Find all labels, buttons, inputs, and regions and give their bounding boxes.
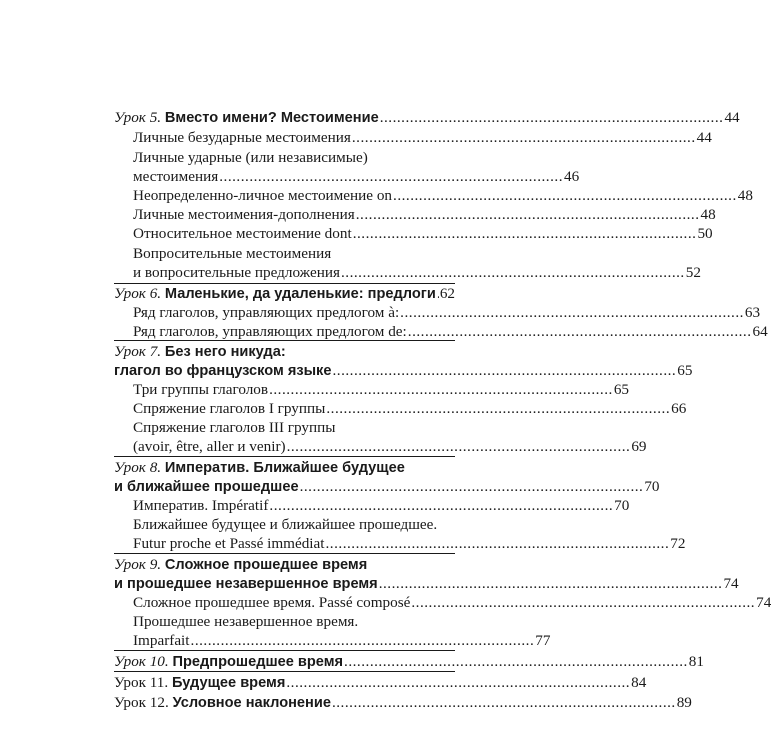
lesson-title: Императив. Ближайшее будущее [164,460,405,476]
leader-dots: ................................................................................ [340,264,685,281]
page-number: 70 [644,478,660,495]
page-number: 52 [685,264,701,281]
leader-dots: ................................................................................ [286,438,631,455]
lesson-title: Будущее время [172,675,286,691]
leader-dots: ................................................................................ [269,381,613,398]
subentry-text: Неопределенно-личное местоимение on [133,187,393,204]
lesson-title: Сложное прошедшее время [164,557,368,573]
section-divider [114,650,455,651]
toc-heading-row [114,342,286,362]
toc-heading-row [114,555,367,575]
lesson-number: Урок 6. [114,285,162,302]
toc-subentry [133,322,768,341]
leader-dots: ................................................................................ [351,129,696,146]
toc-heading-row [114,652,704,672]
subentry-text: Ближайшее будущее и ближайшее прошедшее. [133,516,438,533]
toc-subentry [133,205,716,224]
subentry-text: Личные местоимения-дополнения [133,206,355,223]
subentry-text: Императив. Impératif [133,497,269,514]
toc-subentry [133,593,771,612]
subentry-text: Относительное местоимение dont [133,225,352,242]
lesson-title: и ближайшее прошедшее [114,479,299,495]
lesson-number: Урок 11. [114,674,169,691]
page-number: 64 [752,323,768,340]
leader-dots: ................................................................................ [355,206,700,223]
lesson-title: и прошедшее незавершенное время [114,576,378,592]
subentry-text: местоимения [133,168,219,185]
toc-heading-row [114,458,405,478]
toc-subentry [133,399,687,418]
toc-heading-row [114,574,739,594]
leader-dots: ................................................................................ [379,109,724,126]
toc-heading-row [114,284,455,304]
page-number: 77 [535,632,551,649]
page-number: 74 [756,594,771,611]
leader-dots: ................................................................................ [299,478,644,495]
lesson-number: Урок 7. [114,343,162,360]
toc-subentry [133,534,686,553]
page-number: 50 [697,225,713,242]
leader-dots: ................................................................................ [378,575,723,592]
subentry-text: Вопросительные местоимения [133,245,332,262]
leader-dots: ................................................................................ [286,674,631,691]
lesson-number: Урок 9. [114,556,162,573]
lesson-title: Условное наклонение [172,695,331,711]
toc-subentry [133,186,753,205]
toc-heading-row [114,108,740,128]
leader-dots: ................................................................................ [332,362,677,379]
page-number: 44 [724,109,740,126]
page-number: 65 [677,362,693,379]
lesson-title: Вместо имени? Местоимение [164,110,379,126]
page-number: 46 [563,168,580,185]
page-number: 65 [613,381,629,398]
toc-subentry [133,437,647,456]
page-number: 72 [670,535,686,552]
subentry-text: Спряжение глаголов III группы [133,419,336,436]
toc-subentry [133,263,701,282]
leader-dots: ................................................................................ [400,304,744,321]
page-number: 44 [696,129,712,146]
leader-dots [437,284,439,303]
subentry-text: Прошедшее незавершенное время. [133,613,359,630]
page-number: 66 [671,400,687,417]
leader-dots: ................................................................................ [269,497,614,514]
subentry-text: Futur proche et Passé immédiat [133,535,325,552]
page-number: 63 [744,304,761,321]
section-divider [114,553,455,554]
section-divider [114,456,455,457]
page-number: 48 [737,187,753,204]
subentry-text: Imparfait [133,632,190,649]
subentry-text: Ряд глаголов, управляющих предлогом de: [133,323,407,340]
lesson-number: Урок 10. [114,653,169,670]
section-divider [114,671,455,672]
leader-dots: ................................................................................ [352,225,697,242]
toc-subentry [133,303,761,322]
page-number: 70 [614,497,630,514]
lesson-title: Маленькие, да удаленькие: предлоги [164,286,436,302]
subentry-text: Ряд глаголов, управляющих предлогом à: [133,304,400,321]
page-number: 84 [631,674,647,691]
leader-dots: ................................................................................ [407,323,752,340]
leader-dots: ................................................................................ [326,400,671,417]
page-number: 89 [676,694,692,711]
lesson-title: Предпрошедшее время [172,654,344,670]
page-number: 48 [700,206,716,223]
leader-dots: ................................................................................ [411,594,756,611]
lesson-number: Урок 5. [114,109,162,126]
toc-subentry [133,631,551,650]
leader-dots: ................................................................................ [325,535,670,552]
page-number: 74 [723,575,739,592]
page-number: 81 [688,653,704,670]
leader-dots: ................................................................................ [331,694,676,711]
lesson-number: Урок 12. [114,694,169,711]
toc-heading-row [114,477,660,497]
section-divider [114,340,455,341]
subentry-text: Три группы глаголов [133,381,269,398]
subentry-text: Сложное прошедшее время. Passé composé [133,594,411,611]
toc-subentry [133,128,712,147]
subentry-text: Личные ударные (или независимые) [133,149,368,166]
subentry-text: Спряжение глаголов I группы [133,400,326,417]
subentry-text: (avoir, être, aller и venir) [133,438,286,455]
toc-subentry [133,167,580,186]
toc-heading-row [114,673,647,693]
toc-subentry [133,224,713,243]
lesson-number: Урок 8. [114,459,162,476]
page-number: 69 [631,438,647,455]
lesson-title: Без него никуда: [164,344,286,360]
subentry-text: и вопросительные предложения [133,264,340,281]
toc-subentry [133,496,630,515]
toc-heading-row [114,361,693,381]
leader-dots: ................................................................................ [190,632,535,649]
leader-dots: ................................................................................ [344,653,688,670]
leader-dots: ................................................................................ [393,187,737,204]
subentry-text: Личные безударные местоимения [133,129,351,146]
page-number: 62 [439,285,455,302]
toc-heading-row [114,693,692,713]
leader-dots: ................................................................................ [219,168,563,185]
toc-subentry [133,380,629,399]
lesson-title: глагол во французском языке [114,363,332,379]
